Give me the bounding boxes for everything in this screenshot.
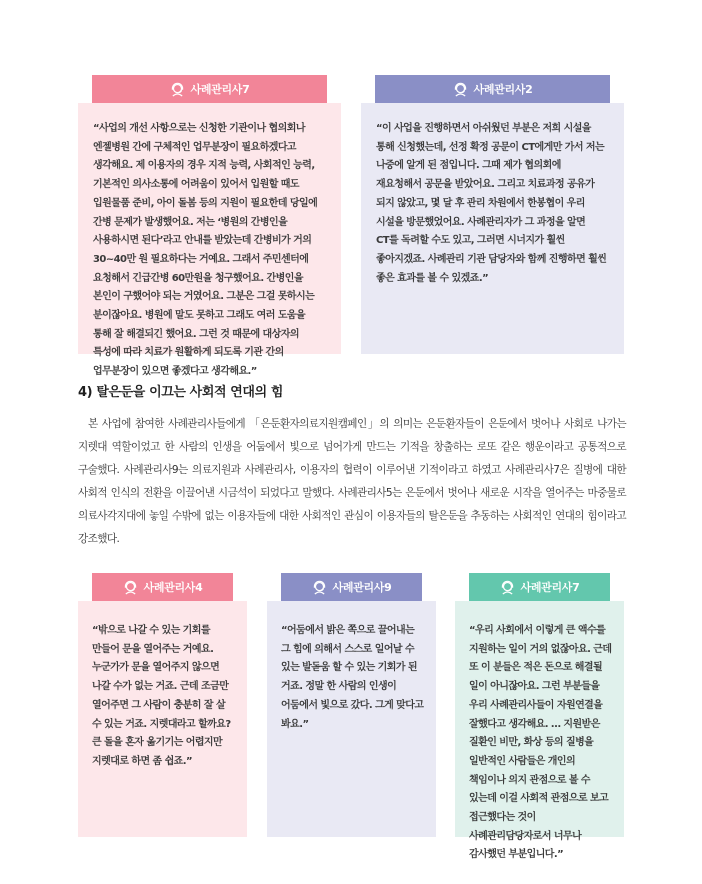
card-header [92,75,327,103]
counselor-headset-icon [312,580,327,595]
card-header [469,573,610,601]
quote-card-counselor9 [267,573,436,837]
quote-card-counselor7-bottom [455,573,624,861]
section-paragraph: 본 사업에 참여한 사례관리사들에게 「은둔환자의료지원캠페인」의 의미는 은둔환자들이 은둔에서 벗어나 사회로 나가는 지렛대 역할이었고 한 사람의 인생을 어둠에서 빛으로 넘어가게 만드는 기적을 창출하는 로또 같은 행운이라고 공통적으로 구술했다. 사례관리사9는 의료지원과 사례관리사, 이용자의 협력이 이루어낸 기적이라고 하였고 사례관리사7은 질병에 대한 사회적 인식의 전환을 이끌어낸 시금석이 되었다고 말했다. 사례관리사5는 은둔에서 벗어나 새로운 시작을 열어주는 마중물로 의료사각지대에 놓일 수밖에 없는 이용자들에 대한 사회적인 관심이 이용자들의 탈은둔을 추동하는 사회적인 연대의 힘이라고 강조했다. [78,418,626,546]
counselor-headset-icon [453,82,468,97]
card-label: 사례관리사7 [190,83,250,96]
card-label: 사례관리사4 [143,581,203,594]
counselor-headset-icon [170,82,185,97]
card-body [455,601,624,861]
card-label: 사례관리사7 [520,581,580,594]
card-label: 사례관리사2 [473,83,533,96]
card-header [375,75,610,103]
counselor-headset-icon [500,580,515,595]
card-body [361,103,624,354]
quote-text: “사업의 개선 사항으로는 신청한 기관이나 협의회나 엔젤병원 간에 구체적인 업무분장이 필요하겠다고 생각해요. 제 이용자의 경우 지적 능력, 사회적인 능력, 기본적인 의사소통에 어려움이 있어서 입원할 때도 입원물품 준비, 아이 돌봄 등의 지원이 필요한데 당일에 간병 문제가 발생했어요. 저는 ‘병원의 간병인을 사용하시면 된다’라고 안내를 받았는데 간병비가 거의 30~40만 원 필요하다는 거예요. 그래서 주민센터에 요청해서 긴급간병 60만원을 청구했어요. 간병인을 본인이 구했어야 되는 거였어요. 그분은 그걸 못하시는 분이잖아요. 병원에 말도 못하고 그래도 여러 도움을 통해 잘 해결되긴 했어요. 그런 것 때문에 대상자의 특성에 따라 치료가 원활하게 되도록 기관 간의 업무분장이 있으면 좋겠다고 생각해요.” [93,123,318,378]
card-body [78,103,341,378]
quote-text: “우리 사회에서 이렇게 큰 액수를 지원하는 일이 거의 없잖아요. 근데 또 이 분들은 적은 돈으로 해결될 일이 아니잖아요. 그런 부분들을 우리 사례관리사들이 자원연결을 잘했다고 생각해요. … 지원받은 질환인 비만, 화상 등의 질병을 일반적인 사람들은 개인의 책임이나 의지 관점으로 볼 수 있는데 이걸 사회적 관점으로 보고 접근했다는 것이 사례관리담당자로서 너무나 감사했던 부분입니다.” [469,625,612,861]
card-body [267,601,436,837]
quote-text: “어둠에서 밝은 쪽으로 끌어내는 그 힘에 의해서 스스로 일어날 수 있는 발돋움 할 수 있는 기회가 된 거죠. 정말 한 사람의 인생이 어둠에서 빛으로 갔다. 그게 맞다고 봐요.” [281,625,424,730]
quote-text: “밖으로 나갈 수 있는 기회를 만들어 문을 열어주는 거예요. 누군가가 문을 열어주지 않으면 나갈 수가 없는 거죠. 근데 조금만 열어주면 그 사람이 충분히 잘 살 수 있는 거죠. 지렛대라고 할까요? 큰 돌을 혼자 옮기기는 어렵지만 지렛대로 하면 좀 쉽죠.” [92,625,231,767]
card-body [78,601,247,837]
quote-card-counselor7-top [78,75,341,378]
section-heading: 4) 탈은둔을 이끄는 사회적 연대의 힘 [78,385,284,400]
quote-text: “이 사업을 진행하면서 아쉬웠던 부분은 저희 시설을 통해 신청했는데, 선정 확정 공문이 CT에게만 가서 저는 나중에 알게 된 점입니다. 그때 제가 협의회에 재요청해서 공문을 받았어요. 그리고 치료과정 공유가 되지 않았고, 몇 달 후 관리 차원에서 한봉협이 우리 시설을 방문했었어요. 사례관리자가 그 과정을 알면 CT를 독려할 수도 있고, 그러면 시너지가 훨씬 좋아지겠죠. 사례관리 기관 담당자와 함께 진행하면 훨씬 좋은 효과를 볼 수 있겠죠.” [376,123,607,284]
quote-card-counselor2 [361,75,624,354]
card-header [92,573,233,601]
card-label: 사례관리사9 [332,581,392,594]
quote-card-counselor4 [78,573,247,837]
counselor-headset-icon [123,580,138,595]
card-header [281,573,422,601]
